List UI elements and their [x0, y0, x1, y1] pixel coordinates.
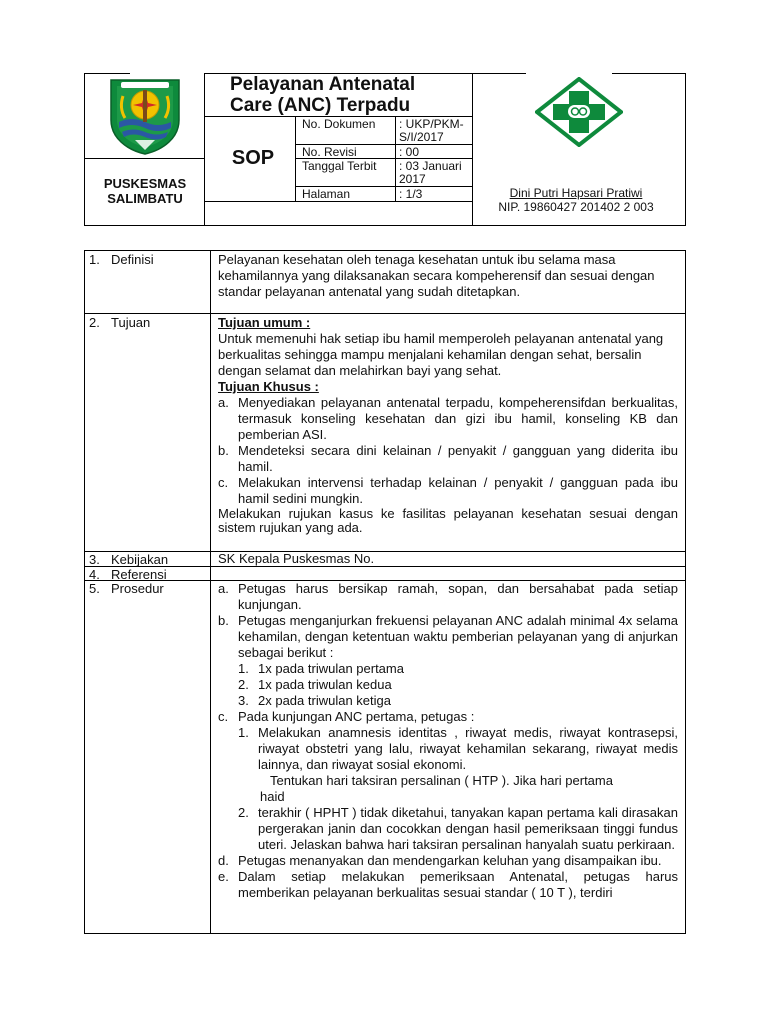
list-item: 1. 1x pada triwulan pertama: [238, 661, 404, 676]
definisi-content: [218, 252, 678, 300]
meta-label-revision: No. Revisi: [302, 145, 357, 159]
list-item: b. Mendeteksi secara dini kelainan / penyakit / gangguan yang diderita ibu hamil.: [218, 443, 678, 474]
title-line-1: Pelayanan Antenatal: [230, 74, 416, 95]
list-item: d. Petugas menanyakan dan mendengarkan keluhan yang disampaikan ibu.: [218, 853, 662, 868]
puskesmas-cross-logo: [535, 77, 623, 147]
row-label-referensi: 4. Referensi: [89, 567, 167, 582]
htp-note-line-1: Tentukan hari taksiran persalinan ( HTP ). Jika hari pertama: [270, 773, 613, 788]
row-label-kebijakan: 3. Kebijakan: [89, 552, 169, 567]
row-label-prosedur: 5. Prosedur: [89, 581, 164, 596]
meta-value-page: : 1/3: [399, 187, 423, 201]
list-item: c. Melakukan intervensi terhadap kelainan / penyakit / gangguan pada ibu hamil sedini mungkin.: [218, 475, 678, 506]
sop-label: SOP: [231, 147, 275, 169]
htp-note-line-2: haid: [260, 789, 285, 804]
list-item: a. Menyediakan pelayanan antenatal terpadu, kompeherensifdan berkualitas, termasuk konseling kesehatan dan gizi ibu hamil, konseling KB dan pemberian ASI.: [218, 395, 678, 442]
list-item: 2. terakhir ( HPHT ) tidak diketahui, tanyakan kapan pertama kali dirasakan pergerakan janin dan cocokkan dengan hasil pemeriksaan tinggi fundus uteri. Jelaskan bahwa hari taksiran persalinan hanyalah suatu perkiraan.: [238, 805, 678, 852]
prosedur-content: [218, 581, 678, 901]
tujuan-umum-text: Untuk memenuhi hak setiap ibu hamil memperoleh pelayanan antenatal yang berkualitas sehingga mampu menjalani kehamilan dengan sehat, bersalin dengan selamat dan melahirkan bayi yang sehat.: [218, 331, 664, 378]
kebijakan-text: SK Kepala Puskesmas No.: [218, 551, 375, 566]
organization-name: PUSKESMAS SALIMBATU: [103, 176, 187, 206]
meta-value-document-number: : UKP/PKM- S/I/2017: [399, 117, 464, 144]
tujuan-umum-heading: Tujuan umum :: [218, 315, 311, 330]
meta-label-issue-date: Tanggal Terbit: [302, 159, 377, 173]
list-item: 1. Melakukan anamnesis identitas , riwayat medis, riwayat kontrasepsi, riwayat obstetri yang lalu, riwayat kehamilan sekarang, riwayat medis lainnya, dan riwayat sosial ekonomi.: [238, 725, 678, 772]
list-item: e. Dalam setiap melakukan pemeriksaan Antenatal, petugas harus memberikan pelayanan berkualitas sesuai standar ( 10 T ), terdiri: [218, 869, 678, 900]
title-line-2: Care (ANC) Terpadu: [230, 95, 411, 116]
meta-value-issue-date: : 03 Januari 2017: [399, 159, 462, 186]
signer-nip: NIP. 19860427 201402 2 003: [498, 200, 654, 214]
list-item: 3. 2x pada triwulan ketiga: [238, 693, 391, 708]
row-label-tujuan: 2. Tujuan: [89, 315, 151, 330]
list-item: c. Pada kunjungan ANC pertama, petugas :: [218, 709, 475, 724]
signature-block: [476, 186, 676, 214]
tujuan-khusus-heading: Tujuan Khusus :: [218, 379, 319, 394]
regency-crest-logo: [105, 74, 185, 156]
document-title: [230, 74, 470, 116]
row-label-definisi: 1. Definisi: [89, 252, 154, 267]
list-item: a. Petugas harus bersikap ramah, sopan, dan bersahabat pada setiap kunjungan.: [218, 581, 678, 612]
meta-label-page: Halaman: [302, 187, 351, 201]
list-item: b. Petugas menganjurkan frekuensi pelayanan ANC adalah minimal 4x selama kehamilan, dengan ketentuan waktu pemberian pelayanan yang di anjurkan sebagai berikut :: [218, 613, 678, 660]
meta-value-revision: : 00: [399, 145, 420, 159]
list-item: 2. 1x pada triwulan kedua: [238, 677, 392, 692]
tujuan-content: [218, 315, 678, 535]
tujuan-closing-text: Melakukan rujukan kasus ke fasilitas pelayanan kesehatan sesuai dengan sistem rujukan yang ada.: [218, 506, 678, 535]
signer-name: Dini Putri Hapsari Pratiwi: [509, 186, 643, 200]
meta-label-document-number: No. Dokumen: [302, 117, 376, 131]
definisi-text: Pelayanan kesehatan oleh tenaga kesehatan untuk ibu selama masa kehamilannya yang dilaksanakan secara kompeherensif dan sesuai dengan standar pelayanan antenatal yang sudah ditetapkan.: [218, 252, 655, 299]
